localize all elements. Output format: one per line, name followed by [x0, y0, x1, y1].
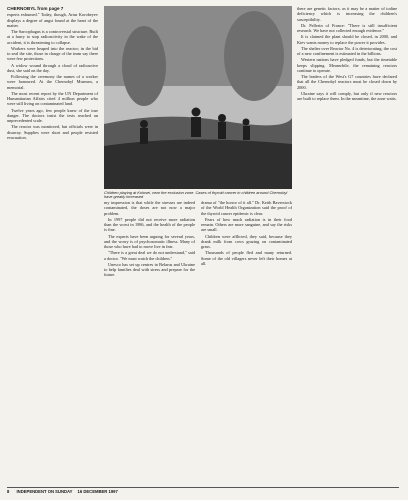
paragraph: The Sarcophagus is a controversial structure. Built at a hurry to stop radioactivity in the wake of the accident, it is threatening to collapse. [7, 29, 98, 45]
paragraph: Ukraine says it will comply, but only if new reactors are built to replace them. In the meantime, the zone waits. [297, 90, 397, 101]
paragraph: The most recent report by the UN Department of Humanitarian Affairs cited 4 million people who were still living on contaminated land. [7, 90, 98, 107]
publication-name: INDEPENDENT ON SUNDAY [16, 489, 73, 494]
paragraph: In 1997 people did not receive more radiation than the worst in 1986, and the health of the people is fine. [104, 216, 195, 233]
paragraph: Thousands of people fled and many returned. Some of the old villagers never left their homes at all. [201, 250, 292, 266]
paragraph: It is claimed the plant should be closed, in 2000, and Kiev wants money to replace the power it provides. [297, 34, 397, 45]
news-photo [104, 6, 292, 189]
page-footer [7, 487, 399, 494]
paragraph: my impression is that while the stresses are indeed contaminated, the doses are not now a major problem. [104, 200, 195, 216]
paragraph: Dr. Pellerin of France: "There is still insufficient research. We have not collected enough evidence." [297, 22, 397, 33]
paragraph: Twelve years ago, few people knew of the true danger. The doctors insist the tests reached an unprecedented scale. [7, 107, 98, 123]
article-column-1 [7, 6, 98, 141]
photo-caption: Children playing at Kolosei, near the exclusion zone. Cases of thyroid cancer in children around Chernobyl have greatly increased [104, 190, 288, 200]
paragraph: The shelter over Reactor No. 4 is deteriorating; the cost of a new confinement is estimated in the billions. [297, 45, 397, 56]
article-column-2 [104, 200, 195, 279]
paragraph: The leaders of the West's G7 countries have declared that all the Chernobyl reactors must be closed down by 2000. [297, 74, 397, 90]
paragraph: Following the ceremony the names of a worker were honoured. At the Chernobyl Museum, a memorial. [7, 74, 98, 90]
page-number: 8 [7, 489, 10, 494]
publication-date: 16 DECEMBER 1997 [77, 489, 118, 494]
paragraph: Children were afflicted, they said, because they drank milk from cows grazing on contaminated grass. [201, 233, 292, 249]
paragraph: Unesco has set up centres in Belarus and Ukraine to help families deal with stress and prepare for the future. [104, 261, 195, 278]
article-column-3 [201, 200, 292, 267]
paragraph: A widow wound through a cloud of radioactive dust, she said on the day. [7, 62, 98, 73]
photo-illustration [104, 6, 292, 189]
paragraph: Western nations have pledged funds, but the timetable keeps slipping. Meanwhile, the remaining reactors continue to operate. [297, 57, 397, 73]
paragraph: Workers were heaped into the reactor; in the bid to seal the site, those in charge of the team say there were few protections. [7, 45, 98, 62]
continued-label: CHERNOBYL from page 7 [7, 6, 64, 11]
paragraph: experts exhumed." Today, though, Artur Korobeyev displays a degree of angst found at the heart of the matter. [7, 12, 98, 28]
paragraph: drama of "the horror of it all." Dr. Keith Baverstock of the World Health Organization said the proof of the thyroid cancer epidemic is clear. [201, 200, 292, 216]
paragraph: The reactor was monitored, but officials were in disarray. Supplies were short and people resisted evacuation. [7, 124, 98, 140]
paragraph: Fears of how much radiation is in their food remain. Others are more sanguine, and say the risks are small. [201, 216, 292, 233]
paragraph: there are genetic factors; as it may be a matter of iodine deficiency which is increasing the children's susceptibility. [297, 6, 397, 22]
paragraph: "There is a great deal we do not understand," said a doctor. "We must watch the children." [104, 250, 195, 261]
paragraph: The experts have been arguing for several years, and the worry is of psychosomatic illness. Many of those who have had to move live in fear. [104, 233, 195, 249]
article-column-4 [297, 6, 397, 102]
